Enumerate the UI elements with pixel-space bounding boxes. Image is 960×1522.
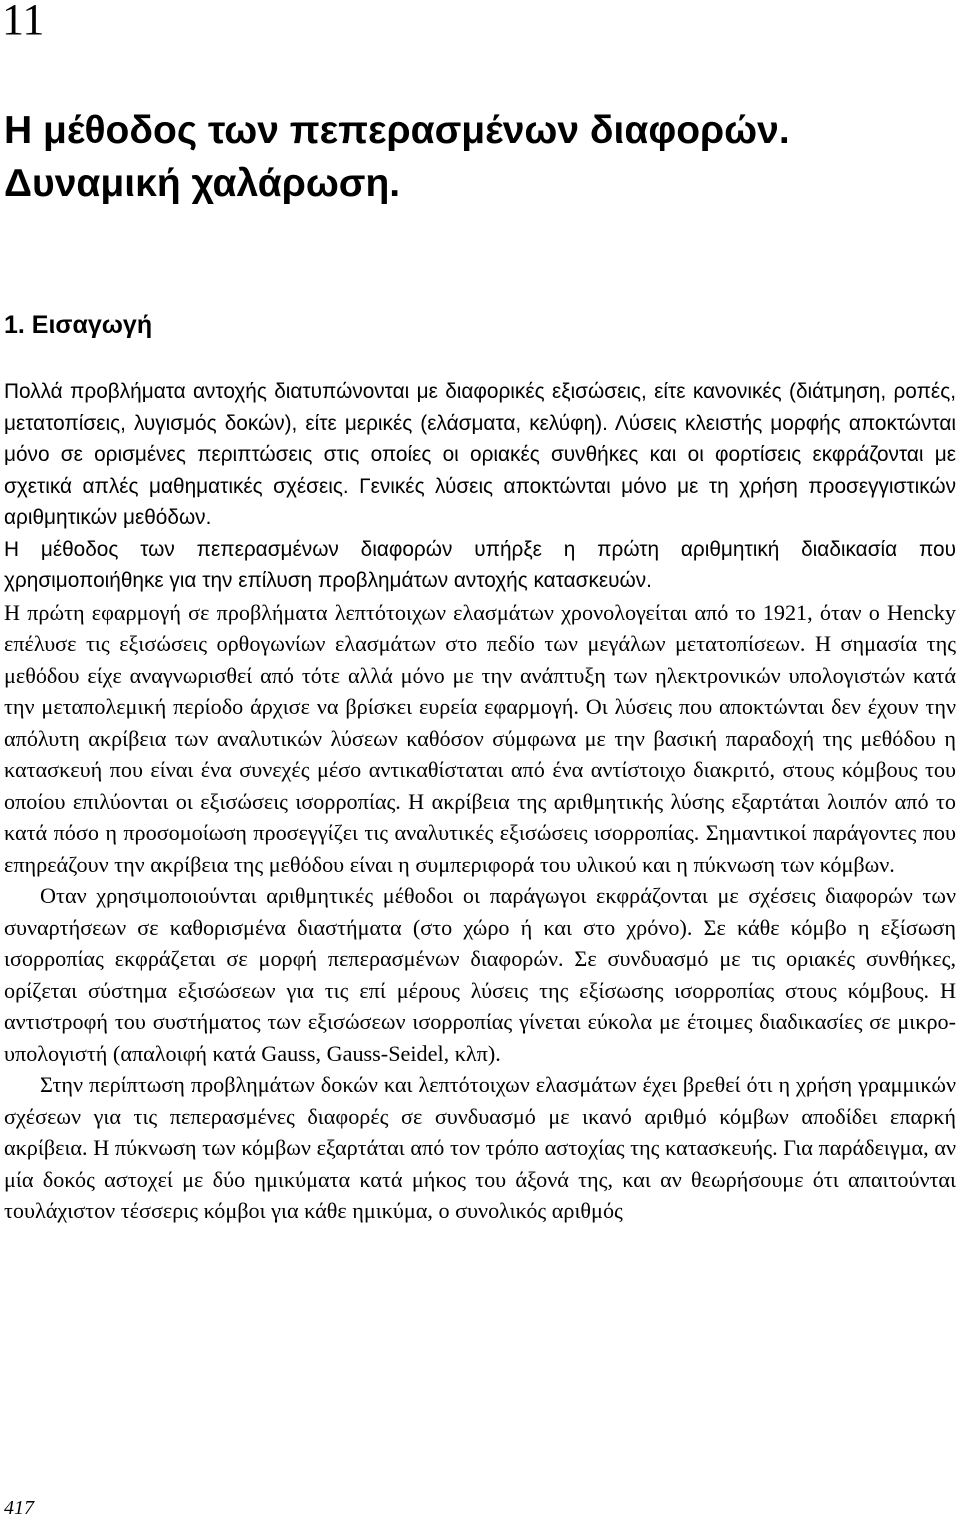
chapter-number: 11: [2, 0, 45, 44]
chapter-title: Η μέθοδος των πεπερασμένων διαφορών. Δυναμική χαλάρωση.: [4, 109, 790, 205]
page-number: 417: [4, 1497, 34, 1519]
paragraph-introduction: Πολλά προβλήματα αντοχής διατυπώνονται με διαφορικές εξισώσεις, είτε κανονικές (διάτμηση, ροπές, μετατοπίσεις, λυγισμός δοκών), είτε μερικές (ελάσματα, κελύφη). Λύσεις κλειστής μορφής αποκτώνται μόνο σε ορισμένες περιπτώσεις στις οποίες οι οριακές συνθήκες και οι φορτίσεις εκφράζονται με σχετικά απλές μαθηματικές σχέσεις. Γενικές λύσεις αποκτώνται μόνο με τη χρήση προσεγγιστικών αριθμητικών μεθόδων.: [4, 380, 956, 529]
paragraph-finite-differences: Η μέθοδος των πεπερασμένων διαφορών υπήρξε η πρώτη αριθμητική διαδικασία που χρησιμοποιήθηκε για την επίλυση προβλημάτων αντοχής κατασκευών.: [4, 537, 956, 592]
section-heading: 1. Εισαγωγή: [4, 311, 153, 339]
paragraph-numerical-methods: Οταν χρησιμοποιούνται αριθμητικές μέθοδοι οι παράγωγοι εκφράζονται με σχέσεις διαφορών των συναρτήσεων σε καθορισμένα διαστήματα (στο χώρο ή και στο χρόνο). Σε κάθε κόμβο η εξίσωση ισορροπίας εκφράζεται σε μορφή πεπερασμένων διαφορών. Σε συνδυασμό με τις οριακές συνθήκες, ορίζεται σύστημα εξισώσεων για τις επί μέρους λύσεις της εξίσωσης ισορροπίας στους κόμβους. Η αντιστροφή του συστήματος των εξισώσεων ισορροπίας γίνεται εύκολα με έτοιμες διαδικασίες σε μικρο-υπολογιστή (απαλοιφή κατά Gauss, Gauss-Seidel, κλπ).: [4, 883, 956, 1066]
paragraph-beams-plates: Στην περίπτωση προβλημάτων δοκών και λεπτότοιχων ελασμάτων έχει βρεθεί ότι η χρήση γραμμικών σχέσεων για τις πεπερασμένες διαφορές σε συνδυασμό με ικανό αριθμό κόμβων αποδίδει επαρκή ακρίβεια. Η πύκνωση των κόμβων εξαρτάται από τον τρόπο αστοχίας της κατασκευής. Για παράδειγμα, αν μία δοκός αστοχεί με δύο ημικύματα κατά μήκος του άξονά της, και αν θεωρήσουμε ότι απαιτούνται τουλάχιστον τέσσερις κόμβοι για κάθε ημικύμα, ο συνολικός αριθμός: [4, 1072, 956, 1223]
paragraph-history: Η πρώτη εφαρμογή σε προβλήματα λεπτότοιχων ελασμάτων χρονολογείται από το 1921, όταν ο Hencky επέλυσε τις εξισώσεις ορθογωνίων ελασμάτων στο πεδίο των μεγάλων μετατοπίσεων. Η σημασία της μεθόδου είχε αναγνωρισθεί από τότε αλλά μόνο με την ανάπτυξη των ηλεκτρονικών υπολογιστών κατά την μεταπολεμική περίοδο άρχισε να βρίσκει ευρεία εφαρμογή. Οι λύσεις που αποκτώνται δεν έχουν την απόλυτη ακρίβεια των αναλυτικών λύσεων καθόσον σύμφωνα με την βασική παραδοχή της μεθόδου η κατασκευή που είναι ένα συνεχές μέσο αντικαθίσταται από ένα αντίστοιχο διακριτό, στους κόμβους του οποίου επιλύονται οι εξισώσεις ισορροπίας. Η ακρίβεια της αριθμητικής λύσης εξαρτάται λοιπόν από το κατά πόσο η προσομοίωση προσεγγίζει τις αναλυτικές εξισώσεις ισορροπίας. Σημαντικοί παράγοντες που επηρεάζουν την ακρίβεια της μεθόδου είναι η συμπεριφορά του υλικού και η πύκνωση των κόμβων.: [4, 599, 956, 877]
body-text: [4, 376, 956, 1227]
